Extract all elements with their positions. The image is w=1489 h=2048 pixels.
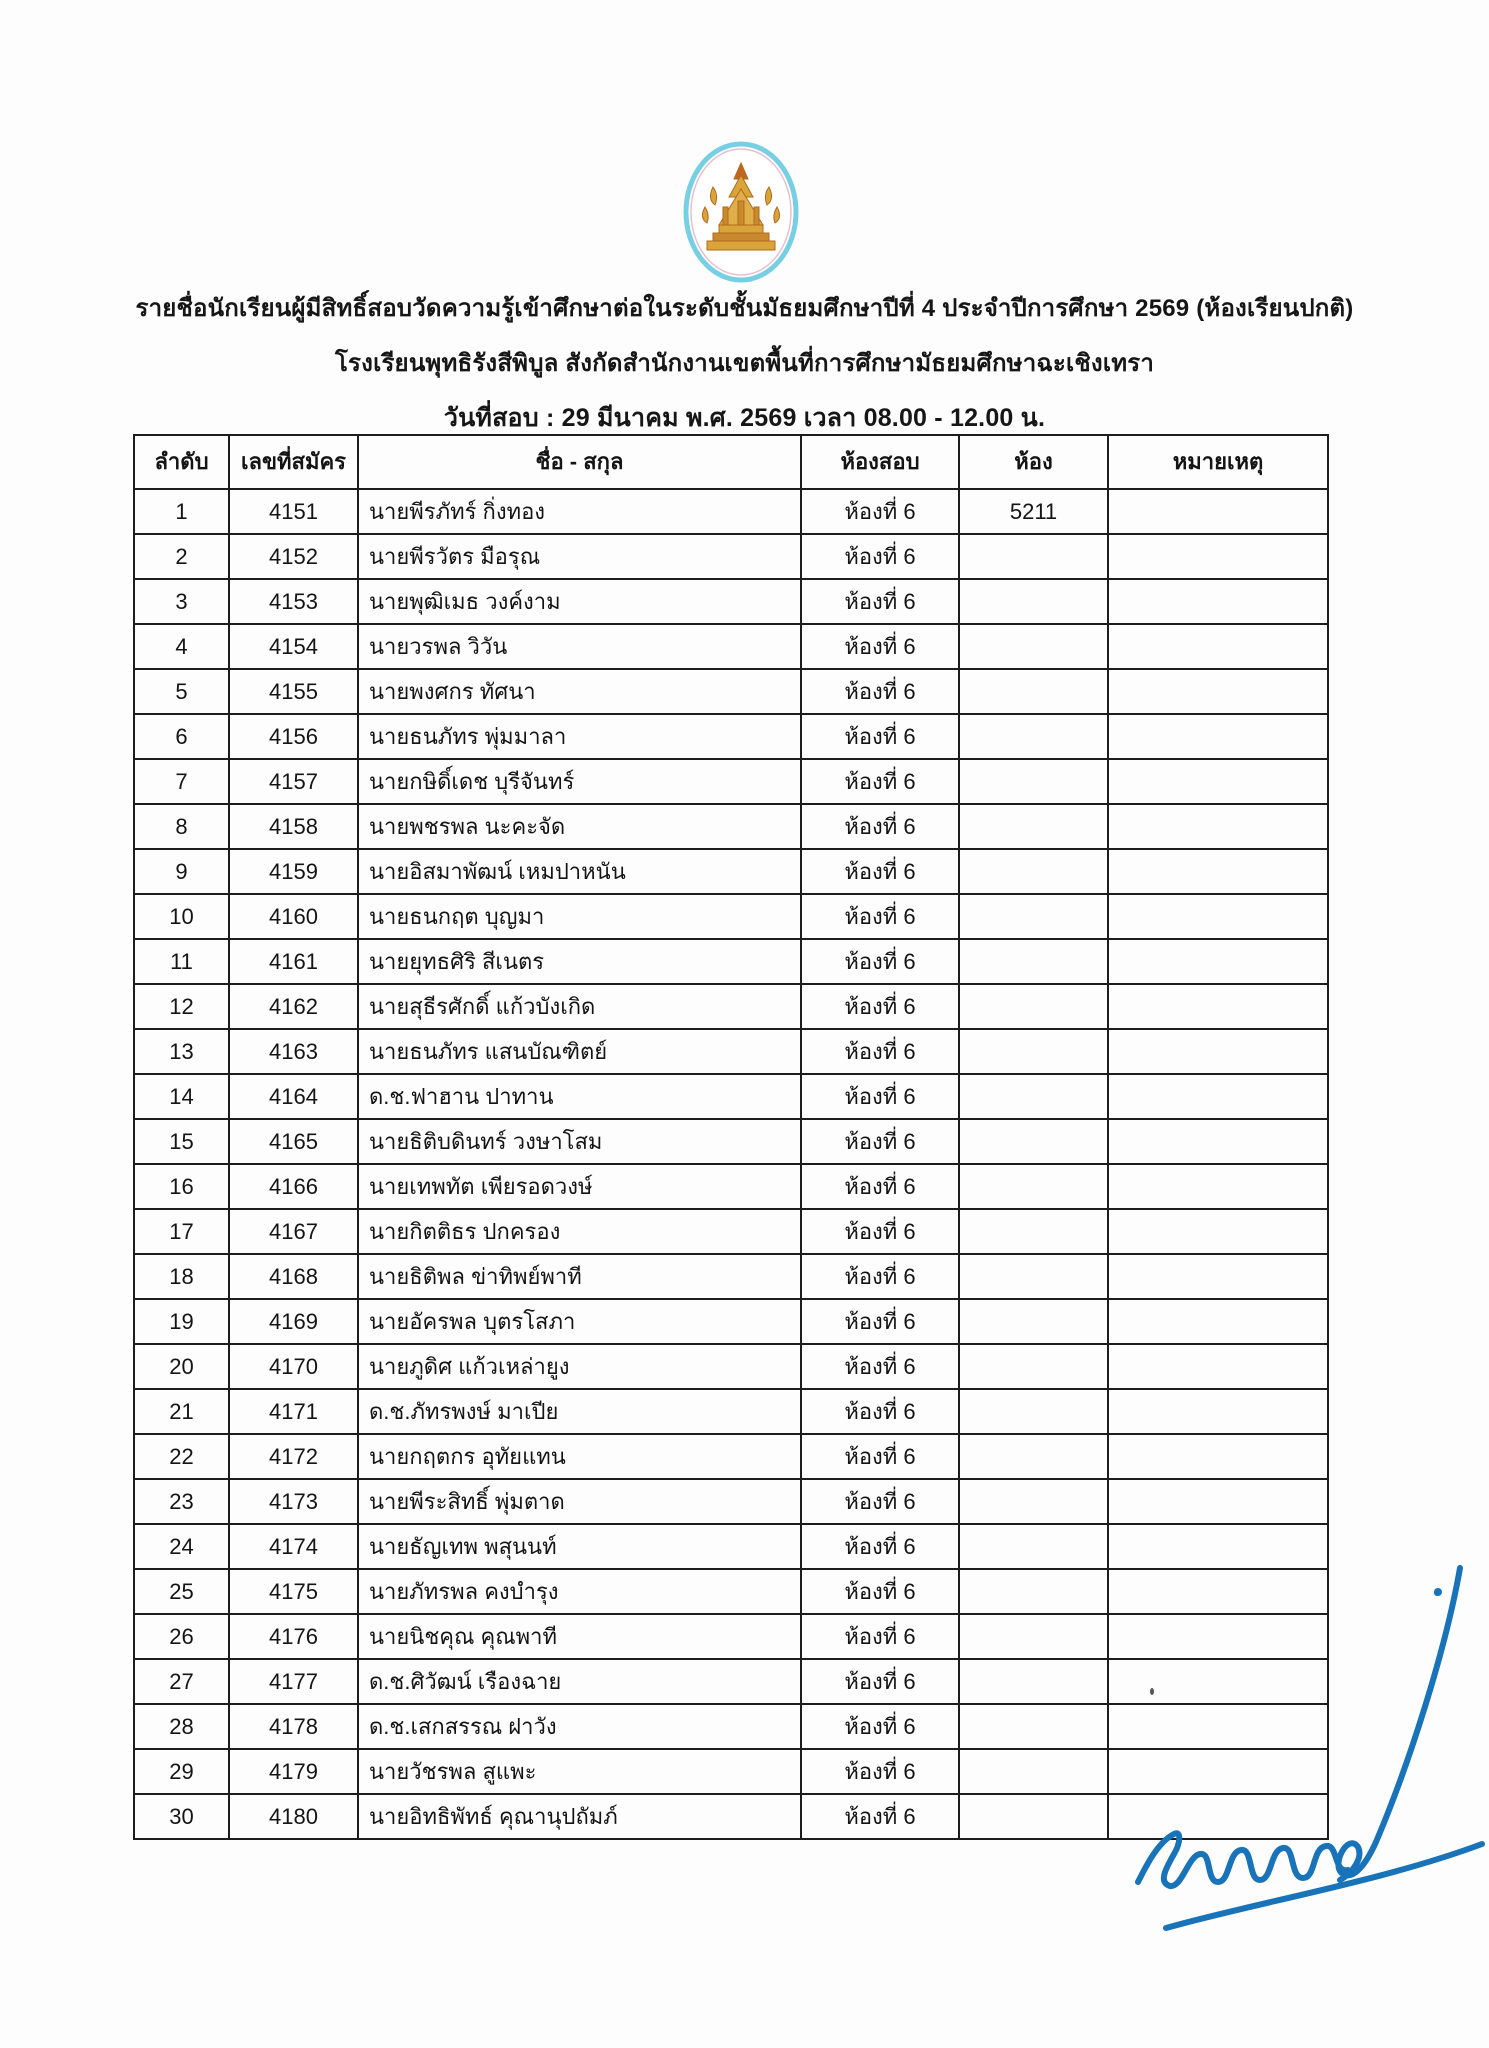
cell-exam-room: ห้องที่ 6 [801,1659,959,1704]
cell-exam-room: ห้องที่ 6 [801,1479,959,1524]
cell-room [959,1029,1108,1074]
cell-order: 1 [134,489,229,534]
cell-exam-room: ห้องที่ 6 [801,1299,959,1344]
cell-room [959,939,1108,984]
cell-name: นายนิชคุณ คุณพาที [358,1614,801,1659]
cell-name: นายพีรวัตร มือรุณ [358,534,801,579]
header-order: ลำดับ [134,435,229,489]
table-row [134,1704,1328,1749]
cell-exam-room: ห้องที่ 6 [801,804,959,849]
cell-order: 17 [134,1209,229,1254]
cell-remarks [1108,759,1328,804]
cell-exam-room: ห้องที่ 6 [801,1029,959,1074]
cell-exam-room: ห้องที่ 6 [801,1344,959,1389]
cell-order: 23 [134,1479,229,1524]
cell-order: 8 [134,804,229,849]
cell-order: 29 [134,1749,229,1794]
cell-remarks [1108,1209,1328,1254]
cell-remarks [1108,1794,1328,1839]
cell-name: นายภัทรพล คงบำรุง [358,1569,801,1614]
cell-room [959,804,1108,849]
ink-speck [1150,1688,1154,1695]
header-exam-room: ห้องสอบ [801,435,959,489]
student-roster-table [133,434,1329,1840]
cell-order: 10 [134,894,229,939]
cell-remarks [1108,894,1328,939]
table-row [134,534,1328,579]
table-row [134,1029,1328,1074]
cell-remarks [1108,849,1328,894]
cell-name: ด.ช.ฟาฮาน ปาทาน [358,1074,801,1119]
cell-application-number: 4168 [229,1254,358,1299]
table-row [134,1434,1328,1479]
cell-remarks [1108,1434,1328,1479]
cell-application-number: 4165 [229,1119,358,1164]
cell-remarks [1108,1119,1328,1164]
cell-exam-room: ห้องที่ 6 [801,939,959,984]
cell-name: นายพชรพล นะคะจัด [358,804,801,849]
cell-name: นายภูดิศ แก้วเหล่ายูง [358,1344,801,1389]
cell-exam-room: ห้องที่ 6 [801,1794,959,1839]
table-header [134,435,1328,489]
cell-exam-room: ห้องที่ 6 [801,1704,959,1749]
table-row [134,1074,1328,1119]
cell-room [959,714,1108,759]
cell-application-number: 4175 [229,1569,358,1614]
cell-name: นายอิสมาพัฒน์ เหมปาหนัน [358,849,801,894]
cell-room [959,1119,1108,1164]
cell-remarks [1108,489,1328,534]
cell-room [959,1524,1108,1569]
ink-dot [1434,1590,1440,1596]
cell-room [959,1344,1108,1389]
cell-remarks [1108,669,1328,714]
cell-exam-room: ห้องที่ 6 [801,1164,959,1209]
cell-order: 19 [134,1299,229,1344]
table-row [134,1344,1328,1389]
cell-order: 20 [134,1344,229,1389]
cell-room [959,1299,1108,1344]
cell-room [959,1254,1108,1299]
table-row [134,714,1328,759]
cell-room [959,984,1108,1029]
cell-remarks [1108,1029,1328,1074]
cell-exam-room: ห้องที่ 6 [801,1389,959,1434]
cell-order: 3 [134,579,229,624]
cell-room [959,1209,1108,1254]
cell-name: นายพุฒิเมธ วงค์งาม [358,579,801,624]
cell-application-number: 4158 [229,804,358,849]
table-row [134,1119,1328,1164]
table-row [134,1794,1328,1839]
cell-room [959,759,1108,804]
table-row [134,1479,1328,1524]
table-row [134,759,1328,804]
cell-exam-room: ห้องที่ 6 [801,669,959,714]
exam-date-line: วันที่สอบ : 29 มีนาคม พ.ศ. 2569 เวลา 08.00 - 12.00 น. [443,404,1046,432]
cell-order: 9 [134,849,229,894]
table-row [134,1569,1328,1614]
cell-order: 25 [134,1569,229,1614]
cell-remarks [1108,714,1328,759]
cell-remarks [1108,1389,1328,1434]
cell-application-number: 4151 [229,489,358,534]
cell-exam-room: ห้องที่ 6 [801,714,959,759]
cell-order: 5 [134,669,229,714]
cell-remarks [1108,534,1328,579]
cell-exam-room: ห้องที่ 6 [801,1749,959,1794]
cell-name: นายยุทธศิริ สีเนตร [358,939,801,984]
cell-exam-room: ห้องที่ 6 [801,489,959,534]
table-row [134,1659,1328,1704]
table-row [134,489,1328,534]
cell-exam-room: ห้องที่ 6 [801,894,959,939]
student-table-body [134,489,1328,1839]
cell-room [959,534,1108,579]
cell-application-number: 4173 [229,1479,358,1524]
cell-name: นายกฤตกร อุทัยแทน [358,1434,801,1479]
cell-remarks [1108,1704,1328,1749]
cell-application-number: 4179 [229,1749,358,1794]
cell-application-number: 4156 [229,714,358,759]
header-name: ชื่อ - สกุล [358,435,801,489]
cell-application-number: 4153 [229,579,358,624]
cell-name: นายวัชรพล สูแพะ [358,1749,801,1794]
table-row [134,1524,1328,1569]
cell-remarks [1108,624,1328,669]
cell-room [959,1704,1108,1749]
cell-order: 16 [134,1164,229,1209]
cell-exam-room: ห้องที่ 6 [801,1524,959,1569]
school-crest-icon [683,141,799,283]
cell-room [959,1434,1108,1479]
cell-name: นายพงศกร ทัศนา [358,669,801,714]
header-row [134,435,1328,489]
cell-application-number: 4160 [229,894,358,939]
table-row [134,1164,1328,1209]
cell-room [959,1164,1108,1209]
cell-name: นายพีรภัทร์ กิ่งทอง [358,489,801,534]
table-row [134,804,1328,849]
document-title-line1: รายชื่อนักเรียนผู้มีสิทธิ์สอบวัดความรู้เข้าศึกษาต่อในระดับชั้นมัธยมศึกษาปีที่ 4 ประจำปีการศึกษา 2569 (ห้องเรียนปกติ) [135,295,1354,322]
cell-order: 27 [134,1659,229,1704]
cell-remarks [1108,804,1328,849]
cell-name: นายธิติพล ข่าทิพย์พาที [358,1254,801,1299]
cell-remarks [1108,1659,1328,1704]
cell-name: ด.ช.ศิวัฒน์ เรืองฉาย [358,1659,801,1704]
cell-application-number: 4177 [229,1659,358,1704]
cell-remarks [1108,1524,1328,1569]
cell-application-number: 4159 [229,849,358,894]
cell-application-number: 4170 [229,1344,358,1389]
cell-order: 24 [134,1524,229,1569]
cell-exam-room: ห้องที่ 6 [801,1209,959,1254]
table-row [134,624,1328,669]
cell-remarks [1108,1614,1328,1659]
cell-application-number: 4171 [229,1389,358,1434]
cell-application-number: 4166 [229,1164,358,1209]
cell-room [959,849,1108,894]
cell-application-number: 4154 [229,624,358,669]
document-title-line2: โรงเรียนพุทธิรังสีพิบูล สังกัดสำนักงานเขตพื้นที่การศึกษามัธยมศึกษาฉะเชิงเทรา [334,350,1155,377]
table-row [134,1749,1328,1794]
cell-name: นายธนกฤต บุญมา [358,894,801,939]
cell-application-number: 4162 [229,984,358,1029]
cell-application-number: 4163 [229,1029,358,1074]
cell-name: นายสุธีรศักดิ์ แก้วบังเกิด [358,984,801,1029]
cell-application-number: 4164 [229,1074,358,1119]
table-row [134,669,1328,714]
cell-name: นายธนภัทร แสนบัณฑิตย์ [358,1029,801,1074]
cell-order: 14 [134,1074,229,1119]
cell-room [959,579,1108,624]
cell-room [959,669,1108,714]
cell-application-number: 4155 [229,669,358,714]
cell-order: 30 [134,1794,229,1839]
cell-order: 2 [134,534,229,579]
cell-application-number: 4176 [229,1614,358,1659]
cell-remarks [1108,939,1328,984]
cell-application-number: 4180 [229,1794,358,1839]
cell-room [959,1659,1108,1704]
cell-order: 12 [134,984,229,1029]
cell-room [959,1479,1108,1524]
cell-room [959,624,1108,669]
cell-room [959,1614,1108,1659]
cell-exam-room: ห้องที่ 6 [801,1119,959,1164]
table-row [134,939,1328,984]
cell-application-number: 4178 [229,1704,358,1749]
cell-order: 4 [134,624,229,669]
cell-order: 6 [134,714,229,759]
cell-exam-room: ห้องที่ 6 [801,534,959,579]
cell-name: นายกิตติธร ปกครอง [358,1209,801,1254]
cell-name: นายธนภัทร พุ่มมาลา [358,714,801,759]
table-row [134,1209,1328,1254]
table-row [134,984,1328,1029]
cell-order: 15 [134,1119,229,1164]
cell-exam-room: ห้องที่ 6 [801,984,959,1029]
cell-room [959,1389,1108,1434]
cell-remarks [1108,1749,1328,1794]
cell-name: นายวรพล วิวัน [358,624,801,669]
cell-name: นายเทพทัต เพียรอดวงษ์ [358,1164,801,1209]
cell-exam-room: ห้องที่ 6 [801,579,959,624]
cell-application-number: 4167 [229,1209,358,1254]
cell-order: 21 [134,1389,229,1434]
cell-order: 22 [134,1434,229,1479]
cell-room [959,894,1108,939]
cell-order: 7 [134,759,229,804]
cell-exam-room: ห้องที่ 6 [801,1074,959,1119]
cell-exam-room: ห้องที่ 6 [801,759,959,804]
cell-name: นายธิติบดินทร์ วงษาโสม [358,1119,801,1164]
table-row [134,579,1328,624]
cell-remarks [1108,1074,1328,1119]
cell-exam-room: ห้องที่ 6 [801,1569,959,1614]
cell-name: ด.ช.ภัทรพงษ์ มาเปีย [358,1389,801,1434]
cell-remarks [1108,1164,1328,1209]
table-row [134,849,1328,894]
table-row [134,1614,1328,1659]
table-row [134,894,1328,939]
cell-order: 11 [134,939,229,984]
header-remarks: หมายเหตุ [1108,435,1328,489]
cell-exam-room: ห้องที่ 6 [801,849,959,894]
cell-application-number: 4169 [229,1299,358,1344]
header-room: ห้อง [959,435,1108,489]
cell-name: นายพีระสิทธิ์ พุ่มตาด [358,1479,801,1524]
cell-remarks [1108,1299,1328,1344]
cell-order: 28 [134,1704,229,1749]
cell-room [959,1749,1108,1794]
cell-name: นายอิทธิพัทธ์ คุณานุปถัมภ์ [358,1794,801,1839]
cell-exam-room: ห้องที่ 6 [801,1254,959,1299]
cell-name: ด.ช.เสกสรรณ ฝาวัง [358,1704,801,1749]
cell-room [959,1794,1108,1839]
cell-application-number: 4152 [229,534,358,579]
cell-name: นายกษิดิ์เดช บุรีจันทร์ [358,759,801,804]
cell-remarks [1108,579,1328,624]
cell-exam-room: ห้องที่ 6 [801,624,959,669]
cell-remarks [1108,1254,1328,1299]
cell-room [959,1569,1108,1614]
cell-remarks [1108,984,1328,1029]
cell-name: นายธัญเทพ พสุนนท์ [358,1524,801,1569]
cell-exam-room: ห้องที่ 6 [801,1434,959,1479]
cell-application-number: 4161 [229,939,358,984]
cell-application-number: 4174 [229,1524,358,1569]
table-row [134,1389,1328,1434]
cell-remarks [1108,1344,1328,1389]
cell-remarks [1108,1479,1328,1524]
cell-order: 26 [134,1614,229,1659]
cell-application-number: 4172 [229,1434,358,1479]
cell-name: นายอัครพล บุตรโสภา [358,1299,801,1344]
table-row [134,1254,1328,1299]
cell-order: 18 [134,1254,229,1299]
cell-room: 5211 [959,489,1108,534]
cell-exam-room: ห้องที่ 6 [801,1614,959,1659]
cell-order: 13 [134,1029,229,1074]
cell-room [959,1074,1108,1119]
cell-application-number: 4157 [229,759,358,804]
table-row [134,1299,1328,1344]
header-application-number: เลขที่สมัคร [229,435,358,489]
cell-remarks [1108,1569,1328,1614]
